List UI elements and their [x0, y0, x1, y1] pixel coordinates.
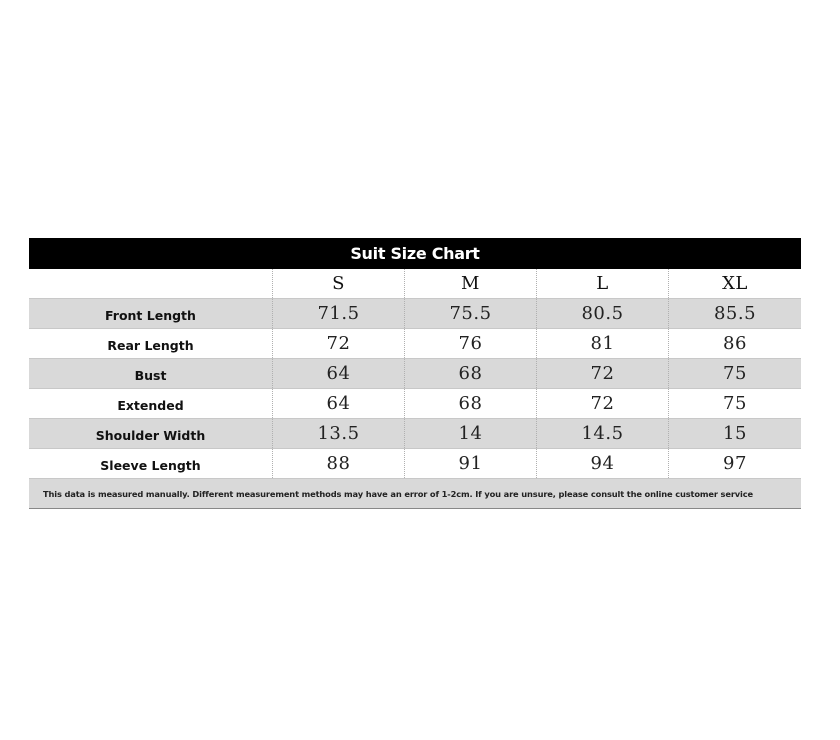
table-row-rear-length [29, 329, 801, 359]
row-value: 75 [723, 363, 747, 384]
row-value: 68 [405, 359, 537, 388]
row-value: 64 [273, 359, 405, 388]
row-value: 97 [723, 453, 747, 474]
row-value: 72 [273, 329, 405, 358]
row-value: 86 [723, 333, 747, 354]
row-value: 14.5 [537, 419, 669, 448]
size-chart-table [29, 238, 801, 509]
row-label: Bust [29, 359, 273, 388]
row-value: 68 [405, 389, 537, 418]
row-label: Rear Length [29, 329, 273, 358]
row-label: Extended [29, 389, 273, 418]
size-header-s: S [273, 269, 405, 298]
table-row-shoulder-width [29, 419, 801, 449]
row-value: 71.5 [273, 299, 405, 328]
row-value: 14 [405, 419, 537, 448]
measurement-note: This data is measured manually. Different measurement methods may have an error of 1-2cm. If you are unsure, please consult the online customer service [29, 479, 801, 508]
row-value: 91 [405, 449, 537, 478]
row-value: 76 [405, 329, 537, 358]
header-label-cell [29, 269, 273, 298]
size-header-m: M [405, 269, 537, 298]
size-header-xl: XL [722, 273, 748, 294]
row-value: 94 [537, 449, 669, 478]
table-row-bust [29, 359, 801, 389]
table-row-extended [29, 389, 801, 419]
row-label: Sleeve Length [29, 449, 273, 478]
chart-title: Suit Size Chart [29, 238, 801, 269]
row-value: 75 [723, 393, 747, 414]
row-value: 75.5 [405, 299, 537, 328]
size-header-row [29, 269, 801, 299]
row-value: 15 [723, 423, 747, 444]
row-value: 64 [273, 389, 405, 418]
row-label: Front Length [29, 299, 273, 328]
row-value: 13.5 [273, 419, 405, 448]
table-row-sleeve-length [29, 449, 801, 479]
row-value: 72 [537, 389, 669, 418]
row-label: Shoulder Width [29, 419, 273, 448]
table-row-front-length [29, 299, 801, 329]
row-value: 81 [537, 329, 669, 358]
row-value: 80.5 [537, 299, 669, 328]
row-value: 72 [537, 359, 669, 388]
row-value: 88 [273, 449, 405, 478]
row-value: 85.5 [713, 303, 757, 324]
size-header-l: L [537, 269, 669, 298]
